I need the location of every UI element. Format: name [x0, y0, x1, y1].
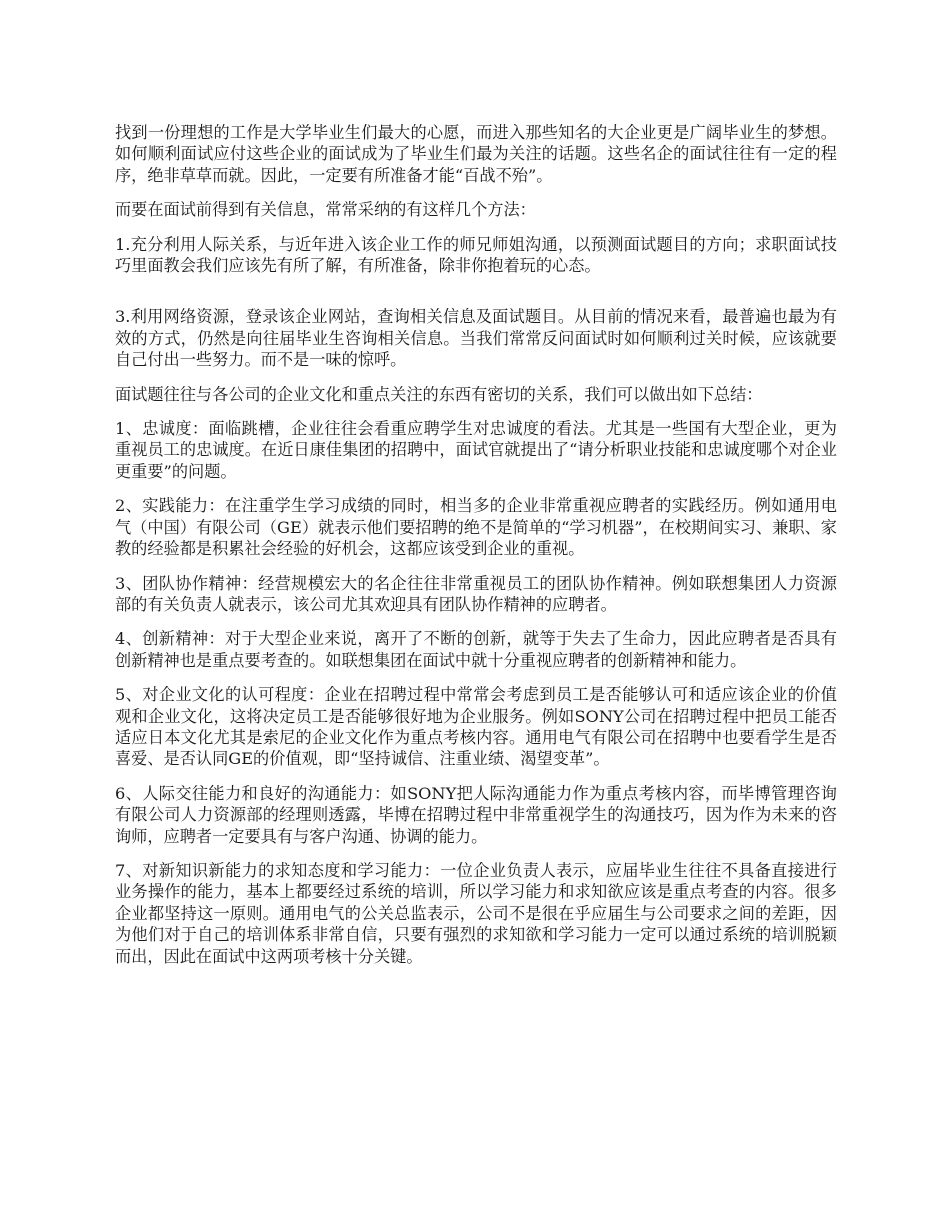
paragraph-point-culture: 5、对企业文化的认可程度：企业在招聘过程中常常会考虑到员工是否能够认可和适应该企业的价值观和企业文化，这将决定员工是否能够很好地为企业服务。例如SONY公司在招聘过程中把员工能否适应日本文化尤其是索尼的企业文化作为重点考核内容。通用电气有限公司在招聘中也要看学生是否喜爱、是否认同GE的价值观，即“坚持诚信、注重业绩、渴望变革”。 — [115, 685, 837, 769]
paragraph-method-3: 3.利用网络资源，登录该企业网站，查询相关信息及面试题目。从目前的情况来看，最普遍也最为有效的方式，仍然是向往届毕业生咨询相关信息。当我们常常反问面试时如何顺利过关时候，应该就要自己付出一些努力。而不是一味的惊呼。 — [115, 307, 837, 370]
document-body — [115, 122, 837, 980]
paragraph-method-1: 1.充分利用人际关系，与近年进入该企业工作的师兄师姐沟通，以预测面试题目的方向；求职面试技巧里面教会我们应该先有所了解，有所准备，除非你抱着玩的心态。 — [115, 234, 837, 276]
paragraph-methods-intro: 而要在面试前得到有关信息，常常采纳的有这样几个方法： — [115, 200, 536, 220]
paragraph-point-loyalty: 1、忠诚度：面临跳槽，企业往往会看重应聘学生对忠诚度的看法。尤其是一些国有大型企业，更为重视员工的忠诚度。在近日康佳集团的招聘中，面试官就提出了“请分析职业技能和忠诚度哪个对企业更重要”的问题。 — [115, 419, 837, 481]
paragraph-point-teamwork: 3、团队协作精神：经营规模宏大的名企往往非常重视员工的团队协作精神。例如联想集团人力资源部的有关负责人就表示，该公司尤其欢迎具有团队协作精神的应聘者。 — [115, 573, 837, 614]
paragraph-intro: 找到一份理想的工作是大学毕业生们最大的心愿，而进入那些知名的大企业更是广阔毕业生的梦想。如何顺利面试应付这些企业的面试成为了毕业生们最为关注的话题。这些名企的面试往往有一定的程序，绝非草草而就。因此，一定要有所准备才能“百战不殆”。 — [115, 123, 837, 185]
paragraph-point-innovation: 4、创新精神：对于大型企业来说，离开了不断的创新，就等于失去了生命力，因此应聘者是否具有创新精神也是重点要考查的。如联想集团在面试中就十分重视应聘者的创新精神和能力。 — [115, 629, 837, 670]
paragraph-point-communication: 6、人际交往能力和良好的沟通能力：如SONY把人际沟通能力作为重点考核内容，而毕博管理咨询有限公司人力资源部的经理则透露，毕博在招聘过程中非常重视学生的沟通技巧，因为作为未来的咨询师，应聘者一定要具有与客户沟通、协调的能力。 — [115, 783, 837, 846]
paragraph-summary-intro: 面试题往往与各公司的企业文化和重点关注的东西有密切的关系，我们可以做出如下总结： — [115, 384, 763, 404]
paragraph-point-practice: 2、实践能力：在注重学生学习成绩的同时，相当多的企业非常重视应聘者的实践经历。例如通用电气（中国）有限公司（GE）就表示他们要招聘的绝不是简单的“学习机器”，在校期间实习、兼职、家教的经验都是积累社会经验的好机会，这都应该受到企业的重视。 — [115, 496, 837, 559]
paragraph-point-learning: 7、对新知识新能力的求知态度和学习能力：一位企业负责人表示，应届毕业生往往不具备直接进行业务操作的能力，基本上都要经过系统的培训，所以学习能力和求知欲应该是重点考查的内容。很多企业都坚持这一原则。通用电气的公关总监表示，公司不是很在乎应届生与公司要求之间的差距，因为他们对于自己的培训体系非常自信，只要有强烈的求知欲和学习能力一定可以通过系统的培训脱颖而出，因此在面试中这两项考核十分关键。 — [115, 860, 837, 966]
